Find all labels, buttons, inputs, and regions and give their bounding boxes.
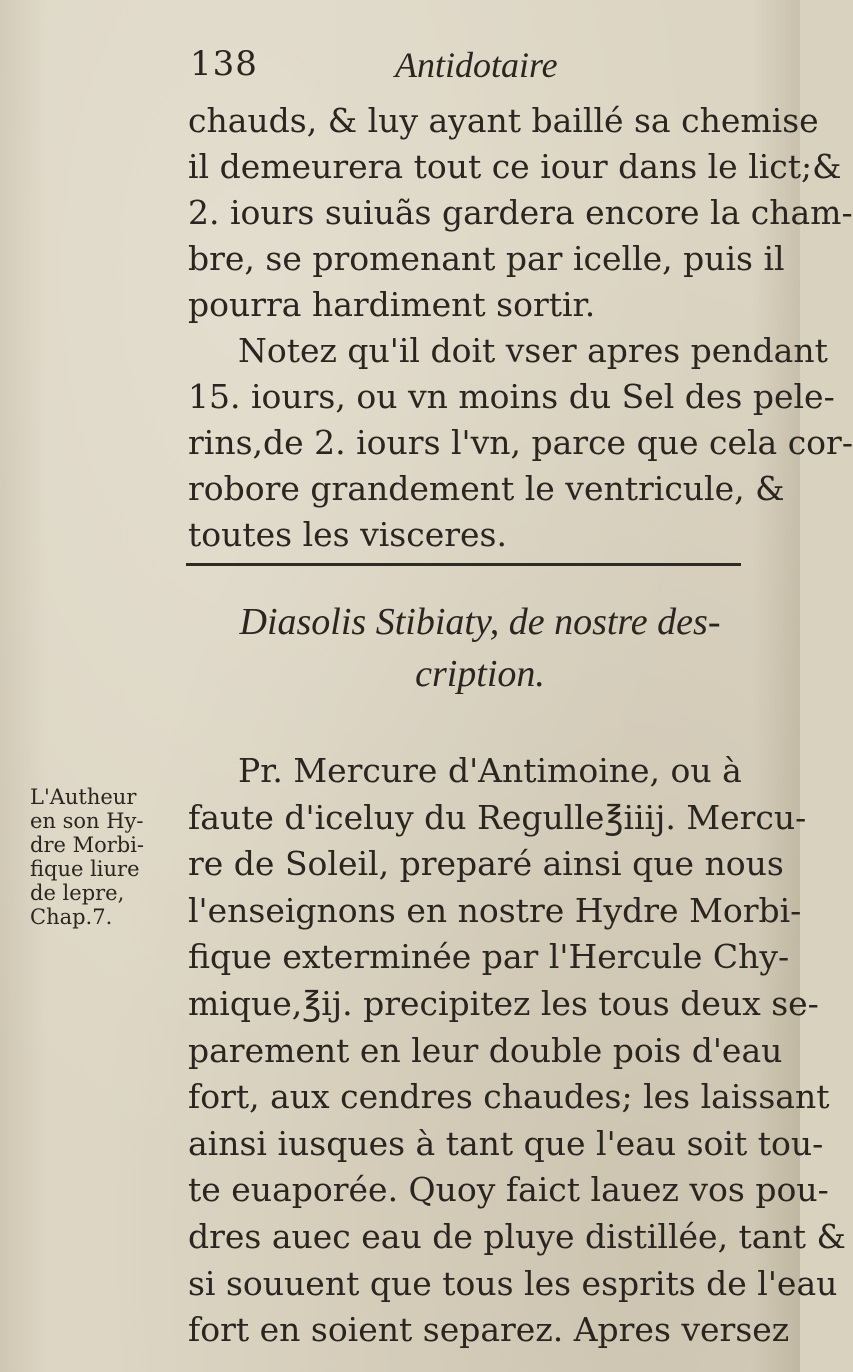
margin-note-line: de lepre, bbox=[30, 881, 125, 905]
running-title: Antidotaire bbox=[395, 45, 558, 85]
text-line: 2. iours suiuãs gardera encore la cham- bbox=[188, 193, 853, 232]
text-line: ainsi iusques à tant que l'eau soit tou- bbox=[188, 1123, 824, 1163]
text-line: chauds, & luy ayant baillé sa chemise bbox=[188, 101, 819, 140]
heading-line: Diasolis Stibiaty, de nostre des- bbox=[239, 601, 721, 643]
text-line: mique,℥ij. precipitez les tous deux se- bbox=[188, 983, 819, 1023]
text-line: Notez qu'il doit vser apres pendant bbox=[238, 331, 828, 370]
page-number: 138 bbox=[190, 44, 258, 84]
margin-note-line: L'Autheur bbox=[30, 785, 137, 809]
text-block-top bbox=[188, 98, 853, 558]
text-line: re de Soleil, preparé ainsi que nous bbox=[188, 844, 784, 884]
text-line: 15. iours, ou vn moins du Sel des pele- bbox=[188, 377, 835, 416]
text-line: fique exterminée par l'Hercule Chy- bbox=[188, 937, 790, 977]
section-heading bbox=[210, 596, 750, 700]
margin-note bbox=[30, 785, 180, 929]
text-line: fort, aux cendres chaudes; les laissant bbox=[188, 1077, 830, 1117]
text-line: parement en leur double pois d'eau bbox=[188, 1030, 783, 1070]
margin-note-line: fique liure bbox=[30, 857, 140, 881]
margin-note-line: en son Hy- bbox=[30, 809, 144, 833]
text-line: l'enseignons en nostre Hydre Morbi- bbox=[188, 890, 802, 930]
section-divider bbox=[186, 563, 741, 566]
heading-line: cription. bbox=[415, 653, 545, 695]
text-line: toutes les visceres. bbox=[188, 515, 507, 554]
text-line: faute d'iceluy du Regulle℥iiij. Mercu- bbox=[188, 797, 807, 837]
text-line: dres auec eau de pluye distillée, tant & bbox=[188, 1216, 846, 1256]
text-line: robore grandement le ventricule, & bbox=[188, 469, 785, 508]
margin-note-line: Chap.7. bbox=[30, 905, 113, 929]
text-line: te euaporée. Quoy faict lauez vos pou- bbox=[188, 1170, 829, 1210]
page-header bbox=[0, 44, 800, 94]
text-line: rins,de 2. iours l'vn, parce que cela cor- bbox=[188, 423, 853, 462]
text-block-recipe bbox=[188, 748, 846, 1354]
text-line: bre, se promenant par icelle, puis il bbox=[188, 239, 785, 278]
text-line: pourra hardiment sortir. bbox=[188, 285, 596, 324]
margin-note-line: dre Morbi- bbox=[30, 833, 145, 857]
text-line: si souuent que tous les esprits de l'eau bbox=[188, 1263, 838, 1303]
text-line: fort en soient separez. Apres versez bbox=[188, 1310, 790, 1350]
text-line: Pr. Mercure d'Antimoine, ou à bbox=[238, 751, 742, 790]
text-line: il demeurera tout ce iour dans le lict;& bbox=[188, 147, 842, 186]
